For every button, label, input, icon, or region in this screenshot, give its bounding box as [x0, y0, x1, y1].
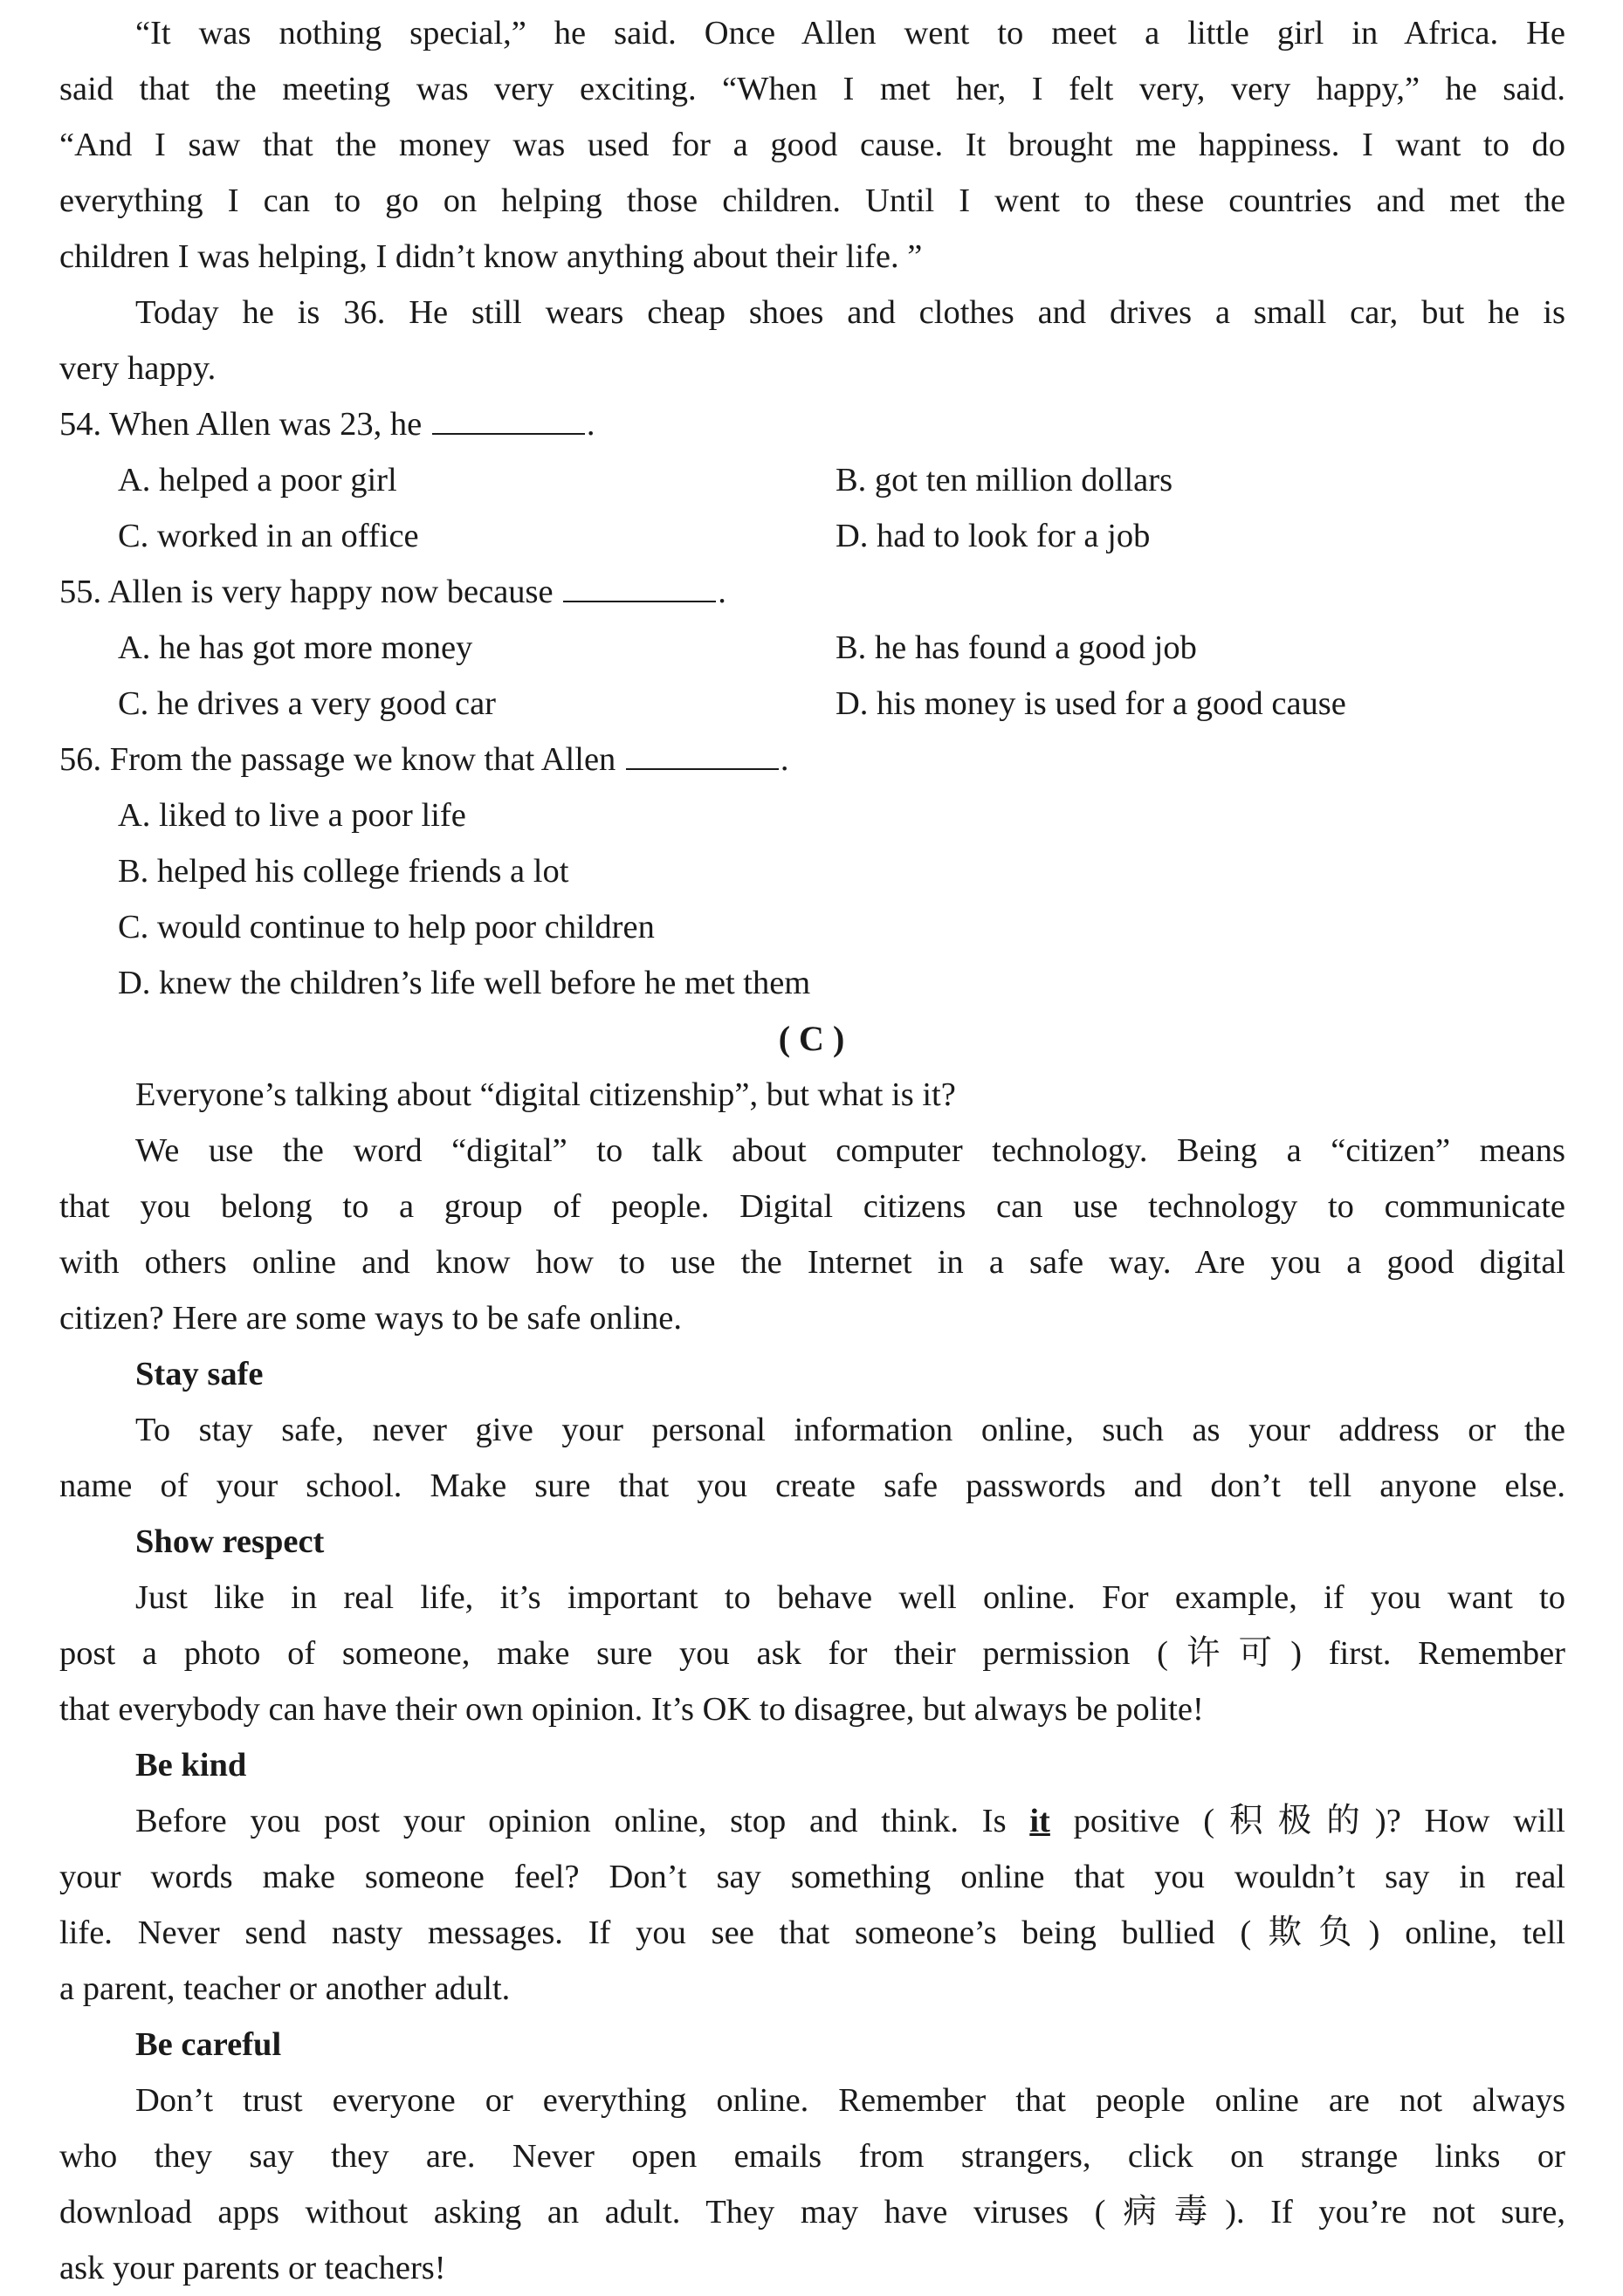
- question-55-option-b: B. he has found a good job: [836, 629, 1197, 666]
- underlined-word-it: it: [1029, 1803, 1050, 1839]
- passage-b-line: “And I saw that the money was used for a good cause. It brought me happiness. I want to do: [59, 127, 1565, 163]
- section-line: post a photo of someone, make sure you ask for their permission (许可) first. Remember: [59, 1635, 1565, 1672]
- section-line-text: positive (积极的)? How will: [1049, 1803, 1566, 1839]
- question-56-option-c: C. would continue to help poor children: [118, 909, 655, 945]
- question-56-stem: [59, 732, 1565, 787]
- section-line: Just like in real life, it’s important to behave well online. For example, if you want to: [135, 1579, 1565, 1616]
- section-line-text: Before you post your opinion online, stop and think. Is: [135, 1803, 1030, 1839]
- question-56-option-d: D. knew the children’s life well before he met them: [118, 965, 811, 1001]
- section-line: To stay safe, never give your personal information online, such as your address or the: [135, 1412, 1565, 1448]
- question-stem-text: 56. From the passage we know that Allen: [59, 741, 616, 778]
- section-line: life. Never send nasty messages. If you see that someone’s being bullied (欺负) online, tell: [59, 1914, 1565, 1951]
- answer-blank: [563, 566, 716, 602]
- passage-c-intro-line: Everyone’s talking about “digital citizenship”, but what is it?: [135, 1076, 956, 1113]
- passage-c-intro-line: with others online and know how to use the Internet in a safe way. Are you a good digital: [59, 1244, 1565, 1281]
- question-54-option-a: A. helped a poor girl: [118, 462, 397, 498]
- passage-b-line: said that the meeting was very exciting. “When I met her, I felt very, very happy,” he said.: [59, 71, 1565, 107]
- question-stem-end: .: [586, 406, 595, 443]
- question-stem-end: .: [718, 574, 726, 610]
- section-line: a parent, teacher or another adult.: [59, 1970, 511, 2007]
- section-line: [135, 1793, 1565, 1849]
- section-line: name of your school. Make sure that you create safe passwords and don’t tell anyone else.: [59, 1468, 1565, 1504]
- passage-b-line: Today he is 36. He still wears cheap shoes and clothes and drives a small car, but he is: [135, 294, 1565, 331]
- question-54-stem: [59, 396, 1565, 452]
- section-heading-show-respect: Show respect: [135, 1523, 325, 1560]
- section-line: that everybody can have their own opinion. It’s OK to disagree, but always be polite!: [59, 1691, 1204, 1728]
- question-stem-text: 55. Allen is very happy now because: [59, 574, 554, 610]
- answer-blank: [626, 733, 779, 770]
- section-line: your words make someone feel? Don’t say something online that you wouldn’t say in real: [59, 1859, 1565, 1895]
- section-heading-stay-safe: Stay safe: [135, 1356, 264, 1392]
- question-54-option-b: B. got ten million dollars: [836, 462, 1173, 498]
- question-stem-end: .: [780, 741, 789, 778]
- section-heading-be-kind: Be kind: [135, 1747, 247, 1784]
- passage-c-intro-line: citizen? Here are some ways to be safe online.: [59, 1300, 683, 1337]
- section-line: ask your parents or teachers!: [59, 2250, 446, 2286]
- passage-b-line: children I was helping, I didn’t know anything about their life. ”: [59, 238, 923, 275]
- question-55-option-c: C. he drives a very good car: [118, 685, 496, 722]
- question-stem-text: 54. When Allen was 23, he: [59, 406, 423, 443]
- question-55-option-d: D. his money is used for a good cause: [836, 685, 1346, 722]
- question-54-option-c: C. worked in an office: [118, 518, 419, 554]
- passage-c-intro-line: that you belong to a group of people. Digital citizens can use technology to communicate: [59, 1188, 1565, 1225]
- question-56-option-b: B. helped his college friends a lot: [118, 853, 569, 890]
- question-55-stem: [59, 564, 1565, 620]
- passage-b-line: “It was nothing special,” he said. Once Allen went to meet a little girl in Africa. He: [135, 15, 1565, 52]
- question-55-option-a: A. he has got more money: [118, 629, 473, 666]
- passage-b-line: everything I can to go on helping those children. Until I went to these countries and met the: [59, 182, 1565, 219]
- section-line: who they say they are. Never open emails from strangers, click on strange links or: [59, 2138, 1565, 2175]
- section-line: Don’t trust everyone or everything online. Remember that people online are not always: [135, 2082, 1565, 2119]
- question-56-option-a: A. liked to live a poor life: [118, 797, 466, 834]
- section-line: download apps without asking an adult. They may have viruses (病毒). If you’re not sure,: [59, 2194, 1565, 2231]
- answer-blank: [432, 398, 585, 435]
- question-54-option-d: D. had to look for a job: [836, 518, 1151, 554]
- section-heading-be-careful: Be careful: [135, 2026, 282, 2063]
- passage-c-label: ( C ): [778, 1019, 845, 1058]
- passage-c-intro-line: We use the word “digital” to talk about computer technology. Being a “citizen” means: [135, 1132, 1565, 1169]
- passage-b-line: very happy.: [59, 350, 217, 387]
